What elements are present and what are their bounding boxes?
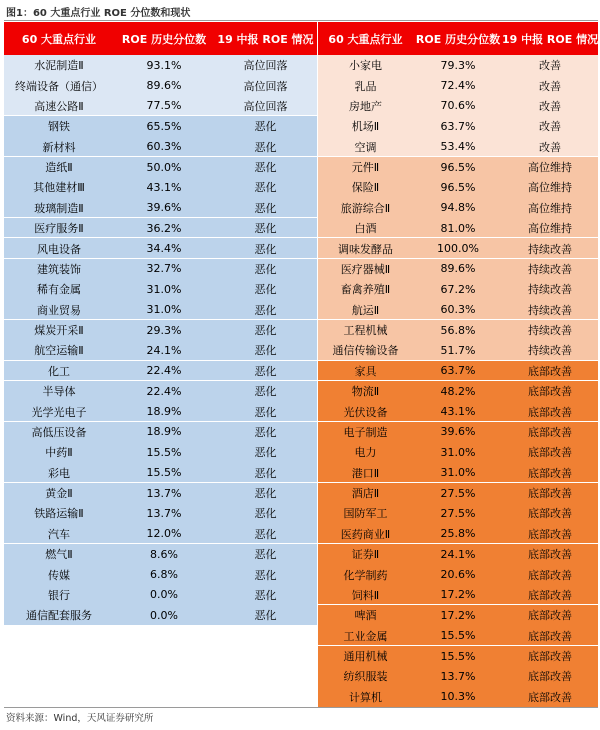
roe-percentile-left: 22.4%	[146, 384, 182, 398]
roe-status-right: 改善	[539, 140, 561, 154]
roe-percentile-left: 0.0%	[150, 608, 178, 622]
industry-right: 纺织服装	[343, 670, 388, 684]
roe-status-left: 恶化	[254, 120, 277, 134]
roe-status-left: 恶化	[254, 568, 277, 582]
roe-status-left: 恶化	[254, 405, 277, 419]
industry-left	[4, 687, 114, 707]
header-roe-status-left: 19 中报 ROE 情况	[217, 32, 314, 46]
roe-percentile-right: 17.2%	[440, 588, 476, 602]
roe-status-right: 底部改善	[528, 364, 572, 378]
roe-status-right: 底部改善	[528, 385, 572, 399]
industry-right: 乳品	[354, 79, 377, 93]
industry-left: 半导体	[42, 385, 76, 399]
roe-status-right: 持续改善	[528, 344, 572, 358]
roe-status-left: 恶化	[254, 588, 277, 602]
industry-right: 电力	[354, 446, 377, 460]
industry-left	[4, 626, 114, 646]
roe-percentile-right: 70.6%	[440, 99, 476, 113]
roe-percentile-left: 39.6%	[146, 201, 182, 215]
roe-percentile-right: 72.4%	[440, 79, 476, 93]
roe-percentile-right: 51.7%	[440, 343, 476, 357]
industry-right: 通信传输设备	[332, 344, 399, 358]
roe-status-left: 恶化	[254, 140, 277, 154]
roe-percentile-left: 36.2%	[146, 221, 182, 235]
roe-status-right: 底部改善	[528, 527, 572, 541]
roe-percentile-left: 93.1%	[146, 58, 182, 72]
table-header-row	[4, 22, 598, 55]
roe-percentile-right: 17.2%	[440, 608, 476, 622]
roe-status-right: 持续改善	[528, 262, 572, 276]
industry-left: 造纸Ⅱ	[45, 161, 73, 175]
roe-percentile-right: 25.8%	[440, 527, 476, 541]
table-row	[4, 177, 598, 197]
roe-percentile-left: 13.7%	[146, 486, 182, 500]
table-row	[4, 340, 598, 360]
roe-percentile-right: 67.2%	[440, 282, 476, 296]
industry-left: 其他建材Ⅲ	[33, 181, 85, 195]
roe-percentile-left: 8.6%	[150, 547, 178, 561]
table-row	[4, 463, 598, 483]
roe-status-right: 底部改善	[528, 690, 572, 704]
roe-percentile-left: 18.9%	[146, 405, 182, 419]
table-row	[4, 300, 598, 320]
industry-right: 证券Ⅱ	[351, 548, 380, 562]
roe-status-right: 底部改善	[528, 446, 572, 460]
roe-status-right: 底部改善	[528, 609, 572, 623]
roe-status-left	[214, 666, 317, 686]
roe-status-right: 改善	[539, 99, 561, 113]
roe-status-left: 高位回落	[243, 79, 288, 93]
table-row	[4, 585, 598, 605]
industry-right: 工程机械	[343, 324, 388, 338]
table-row	[4, 116, 598, 136]
roe-status-left: 高位回落	[243, 59, 288, 73]
table-row	[4, 238, 598, 258]
industry-left: 化工	[48, 364, 70, 378]
roe-status-right: 改善	[539, 59, 561, 73]
industry-left: 传媒	[48, 568, 70, 582]
table-row	[4, 666, 598, 686]
industry-left: 铁路运输Ⅱ	[34, 507, 84, 521]
roe-status-right: 持续改善	[528, 303, 572, 317]
roe-percentile-left: 13.7%	[146, 506, 182, 520]
roe-status-right: 改善	[539, 79, 561, 93]
table-row	[4, 218, 598, 238]
roe-percentile-left: 22.4%	[146, 364, 182, 378]
roe-percentile-right: 27.5%	[440, 506, 476, 520]
industry-left: 风电设备	[37, 242, 81, 256]
roe-status-right: 高位维持	[528, 161, 572, 175]
roe-status-right: 底部改善	[528, 629, 572, 643]
roe-status-right: 高位维持	[528, 201, 572, 215]
roe-status-left: 恶化	[254, 262, 277, 276]
table-row	[4, 320, 598, 340]
header-roe-percentile-left: ROE 历史分位数	[121, 32, 207, 46]
industry-right: 国防军工	[343, 507, 388, 521]
roe-status-left: 恶化	[254, 201, 277, 215]
figure-title: 图1：60 大重点行业 ROE 分位数和现状	[6, 8, 191, 19]
roe-percentile-left: 32.7%	[146, 262, 182, 276]
industry-right: 家具	[354, 364, 377, 378]
bottom-rule	[4, 707, 598, 708]
roe-status-left	[214, 646, 317, 666]
table-row	[4, 401, 598, 421]
industry-right: 物流Ⅱ	[351, 385, 380, 399]
roe-status-left: 恶化	[254, 466, 277, 480]
industry-left: 通信配套服务	[26, 609, 92, 623]
industry-left	[4, 666, 114, 686]
roe-percentile-left	[114, 687, 214, 707]
roe-percentile-right: 13.7%	[440, 669, 476, 683]
roe-status-right: 高位维持	[528, 181, 572, 195]
table-row	[4, 361, 598, 381]
roe-percentile-left: 24.1%	[146, 343, 182, 357]
industry-right: 医疗器械Ⅱ	[340, 262, 391, 276]
table-row	[4, 605, 598, 625]
industry-left: 银行	[48, 588, 70, 602]
roe-percentile-right: 27.5%	[440, 486, 476, 500]
roe-status-left: 恶化	[254, 222, 277, 236]
industry-right: 医药商业Ⅱ	[340, 527, 391, 541]
table-row	[4, 55, 598, 75]
industry-left: 钢铁	[48, 120, 70, 134]
industry-right: 航运Ⅱ	[351, 303, 380, 317]
roe-status-left: 恶化	[254, 283, 277, 297]
roe-status-right: 底部改善	[528, 588, 572, 602]
roe-percentile-right: 10.3%	[440, 690, 476, 704]
industry-left: 高低压设备	[31, 425, 87, 439]
table-row	[4, 422, 598, 442]
industry-left: 中药Ⅱ	[45, 446, 73, 460]
roe-percentile-right: 100.0%	[437, 242, 479, 256]
table-row	[4, 564, 598, 584]
roe-percentile-right: 89.6%	[440, 262, 476, 276]
roe-status-left: 恶化	[254, 527, 277, 541]
industry-left: 稀有金属	[37, 283, 81, 297]
roe-status-left: 恶化	[254, 364, 277, 378]
industry-left: 商业贸易	[37, 303, 81, 317]
industry-right: 机场Ⅱ	[351, 120, 380, 134]
table-row	[4, 259, 598, 279]
roe-status-left	[214, 626, 317, 646]
roe-status-right: 持续改善	[528, 283, 572, 297]
industry-right: 畜禽养殖Ⅱ	[340, 283, 391, 297]
roe-percentile-right: 48.2%	[440, 384, 476, 398]
roe-percentile-right: 96.5%	[440, 160, 476, 174]
table-row	[4, 157, 598, 177]
roe-status-left: 恶化	[254, 507, 277, 521]
table-row	[4, 442, 598, 462]
industry-right: 电子制造	[343, 425, 388, 439]
roe-percentile-right: 96.5%	[440, 180, 476, 194]
table-row	[4, 381, 598, 401]
industry-left: 建筑装饰	[37, 262, 81, 276]
roe-status-left: 恶化	[254, 344, 277, 358]
industry-left: 高速公路Ⅱ	[34, 99, 84, 113]
roe-percentile-right: 15.5%	[440, 629, 476, 643]
industry-right: 调味发酵品	[338, 242, 393, 256]
roe-status-left: 恶化	[254, 487, 277, 501]
header-roe-status-right: 19 中报 ROE 情况	[501, 32, 599, 46]
industry-left: 煤炭开采Ⅱ	[34, 324, 84, 338]
roe-percentile-left: 12.0%	[146, 527, 182, 541]
industry-left: 彩电	[48, 466, 70, 480]
roe-status-right: 底部改善	[528, 548, 572, 562]
roe-percentile-right: 94.8%	[440, 201, 476, 215]
roe-status-left: 高位回落	[243, 99, 288, 113]
roe-percentile-left	[114, 626, 214, 646]
industry-right: 港口Ⅱ	[351, 466, 380, 480]
roe-status-right: 底部改善	[528, 487, 572, 501]
industry-right: 光伏设备	[343, 405, 388, 419]
roe-status-left: 恶化	[254, 446, 277, 460]
industry-left: 燃气Ⅱ	[45, 548, 73, 562]
roe-status-left: 恶化	[254, 425, 277, 439]
roe-percentile-right: 43.1%	[440, 405, 476, 419]
title-rule	[4, 20, 598, 21]
roe-percentile-right: 31.0%	[440, 466, 476, 480]
roe-status-left: 恶化	[254, 609, 277, 623]
industry-right: 饲料Ⅱ	[351, 588, 380, 602]
header-industry-right: 60 大重点行业	[328, 32, 403, 46]
roe-status-right: 高位维持	[528, 222, 572, 236]
roe-status-left: 恶化	[254, 385, 277, 399]
roe-percentile-right: 24.1%	[440, 547, 476, 561]
roe-status-left: 恶化	[254, 548, 277, 562]
header-industry-left: 60 大重点行业	[21, 32, 97, 46]
table-row	[4, 279, 598, 299]
table-row	[4, 687, 598, 707]
roe-status-right: 底部改善	[528, 650, 572, 664]
source-note: 资料来源：Wind，天风证券研究所	[6, 713, 154, 724]
industry-left: 医疗服务Ⅱ	[34, 222, 84, 236]
industry-left: 新材料	[42, 140, 76, 154]
industry-right: 啤酒	[354, 609, 377, 623]
roe-percentile-right: 63.7%	[440, 364, 476, 378]
industry-right: 房地产	[349, 99, 382, 113]
table-row	[4, 198, 598, 218]
header-roe-percentile-right: ROE 历史分位数	[415, 32, 501, 46]
roe-percentile-left: 77.5%	[146, 99, 182, 113]
roe-status-right: 底部改善	[528, 466, 572, 480]
roe-percentile-left: 31.0%	[146, 282, 182, 296]
industry-right: 化学制药	[343, 568, 388, 582]
industry-right: 通用机械	[343, 650, 388, 664]
table-row	[4, 503, 598, 523]
roe-table	[4, 22, 598, 707]
industry-right: 旅游综合Ⅱ	[340, 201, 391, 215]
industry-right: 小家电	[349, 59, 382, 73]
roe-percentile-left: 15.5%	[146, 445, 182, 459]
roe-percentile-right: 15.5%	[440, 649, 476, 663]
roe-percentile-right: 56.8%	[440, 323, 476, 337]
roe-status-right: 改善	[539, 120, 561, 134]
roe-percentile-right: 60.3%	[440, 303, 476, 317]
industry-left: 水泥制造Ⅱ	[34, 59, 84, 73]
industry-left	[4, 646, 114, 666]
roe-percentile-right: 39.6%	[440, 425, 476, 439]
roe-percentile-right: 20.6%	[440, 568, 476, 582]
roe-status-right: 持续改善	[528, 324, 572, 338]
industry-left: 汽车	[48, 527, 70, 541]
roe-status-right: 底部改善	[528, 670, 572, 684]
table-row	[4, 483, 598, 503]
roe-percentile-left: 60.3%	[146, 140, 182, 154]
industry-right: 元件Ⅱ	[351, 161, 380, 175]
roe-percentile-left: 31.0%	[146, 303, 182, 317]
roe-status-left: 恶化	[254, 242, 277, 256]
industry-left: 玻璃制造Ⅱ	[34, 201, 84, 215]
industry-right: 酒店Ⅱ	[351, 487, 380, 501]
roe-percentile-left: 89.6%	[146, 79, 182, 93]
table-row	[4, 626, 598, 646]
roe-status-right: 持续改善	[528, 242, 572, 256]
roe-percentile-left	[114, 666, 214, 686]
roe-percentile-left: 29.3%	[146, 323, 182, 337]
roe-status-right: 底部改善	[528, 405, 572, 419]
table-row	[4, 646, 598, 666]
roe-percentile-right: 53.4%	[440, 140, 476, 154]
table-row	[4, 544, 598, 564]
roe-percentile-left: 65.5%	[146, 119, 182, 133]
industry-right: 工业金属	[343, 629, 388, 643]
industry-left: 黄金Ⅱ	[45, 487, 73, 501]
table-row	[4, 524, 598, 544]
industry-right: 空调	[354, 140, 377, 154]
industry-left: 终端设备（通信）	[15, 79, 103, 93]
roe-status-left: 恶化	[254, 181, 277, 195]
roe-percentile-right: 63.7%	[440, 119, 476, 133]
roe-percentile-left: 6.8%	[150, 568, 178, 582]
roe-status-right: 底部改善	[528, 507, 572, 521]
roe-percentile-left: 15.5%	[146, 466, 182, 480]
roe-percentile-right: 81.0%	[440, 221, 476, 235]
roe-status-left: 恶化	[254, 324, 277, 338]
industry-left: 航空运输Ⅱ	[34, 344, 84, 358]
industry-right: 白酒	[354, 222, 377, 236]
roe-percentile-left: 50.0%	[146, 160, 182, 174]
industry-right: 保险Ⅱ	[351, 181, 380, 195]
roe-percentile-left: 18.9%	[146, 425, 182, 439]
roe-status-right: 底部改善	[528, 425, 572, 439]
roe-percentile-right: 31.0%	[440, 445, 476, 459]
table-row	[4, 137, 598, 157]
roe-percentile-left	[114, 646, 214, 666]
industry-right: 计算机	[349, 690, 382, 704]
industry-left: 光学光电子	[31, 405, 87, 419]
roe-status-left	[214, 687, 317, 707]
roe-status-left: 恶化	[254, 303, 277, 317]
roe-percentile-right: 79.3%	[440, 58, 476, 72]
roe-status-right: 底部改善	[528, 568, 572, 582]
roe-percentile-left: 43.1%	[146, 180, 182, 194]
table-row	[4, 75, 598, 95]
roe-percentile-left: 0.0%	[150, 588, 178, 602]
table-row	[4, 96, 598, 116]
roe-status-left: 恶化	[254, 161, 277, 175]
roe-percentile-left: 34.4%	[146, 242, 182, 256]
